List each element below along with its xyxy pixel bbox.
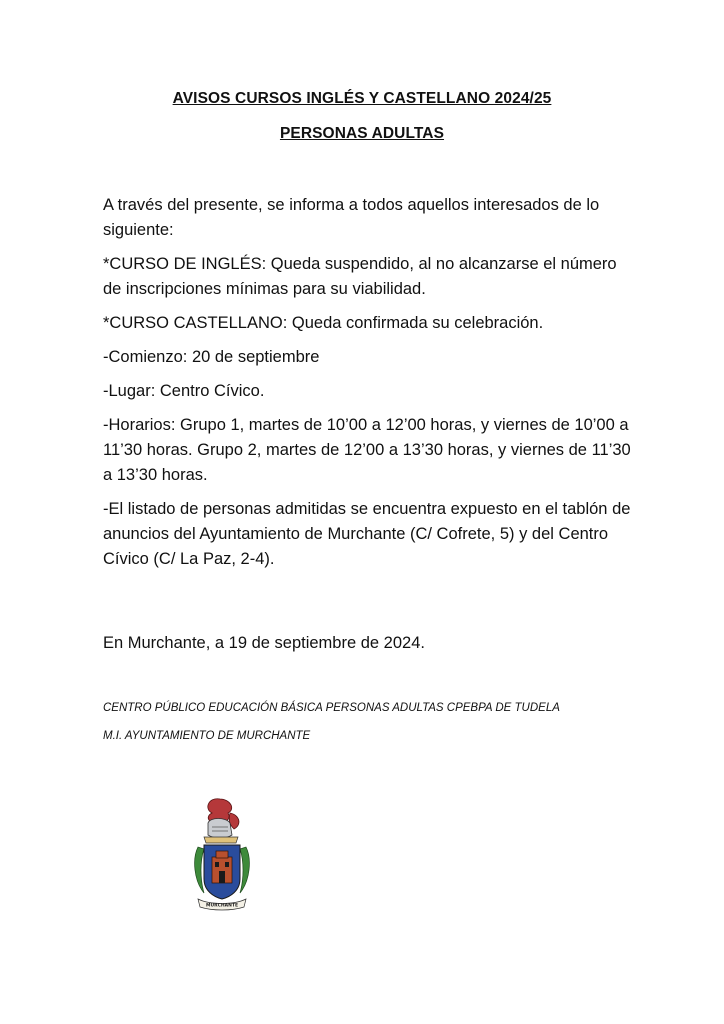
municipal-coat-of-arms-icon (190, 795, 254, 913)
closing-line: En Murchante, a 19 de septiembre de 2024. (103, 634, 425, 652)
spanish-course-paragraph: *CURSO CASTELLANO: Queda confirmada su celebración. (103, 314, 544, 332)
english-course-paragraph: *CURSO DE INGLÉS: Queda suspendido, al no alcanzarse el número de inscripciones mínimas para su viabilidad. (103, 255, 617, 298)
document-subtitle: PERSONAS ADULTAS (279, 125, 445, 142)
notice-body (103, 193, 638, 581)
crest-banner-text: MURCHANTE (205, 903, 239, 909)
admitted-list-paragraph: -El listado de personas admitidas se encuentra expuesto en el tablón de anuncios del Ayuntamiento de Murchante (C/ Cofrete, 5) y del Centro Cívico (C/ La Paz, 2-4). (103, 500, 631, 568)
signature-block (103, 699, 603, 755)
schedule-paragraph: -Horarios: Grupo 1, martes de 10’00 a 12’00 horas, y viernes de 10’00 a 11’30 horas. Grupo 2, martes de 12’00 a 13’30 horas, y viernes de 11’30 a 13’30 horas. (103, 416, 631, 484)
start-date-line: -Comienzo: 20 de septiembre (103, 348, 320, 366)
location-line: -Lugar: Centro Cívico. (103, 382, 265, 400)
signature-council: M.I. AYUNTAMIENTO DE MURCHANTE (103, 730, 311, 742)
document-title: AVISOS CURSOS INGLÉS Y CASTELLANO 2024/25 (172, 90, 552, 107)
signature-center: CENTRO PÚBLICO EDUCACIÓN BÁSICA PERSONAS ADULTAS CPEBPA DE TUDELA (103, 702, 560, 714)
intro-paragraph: A través del presente, se informa a todos aquellos interesados de lo siguiente: (103, 196, 600, 239)
